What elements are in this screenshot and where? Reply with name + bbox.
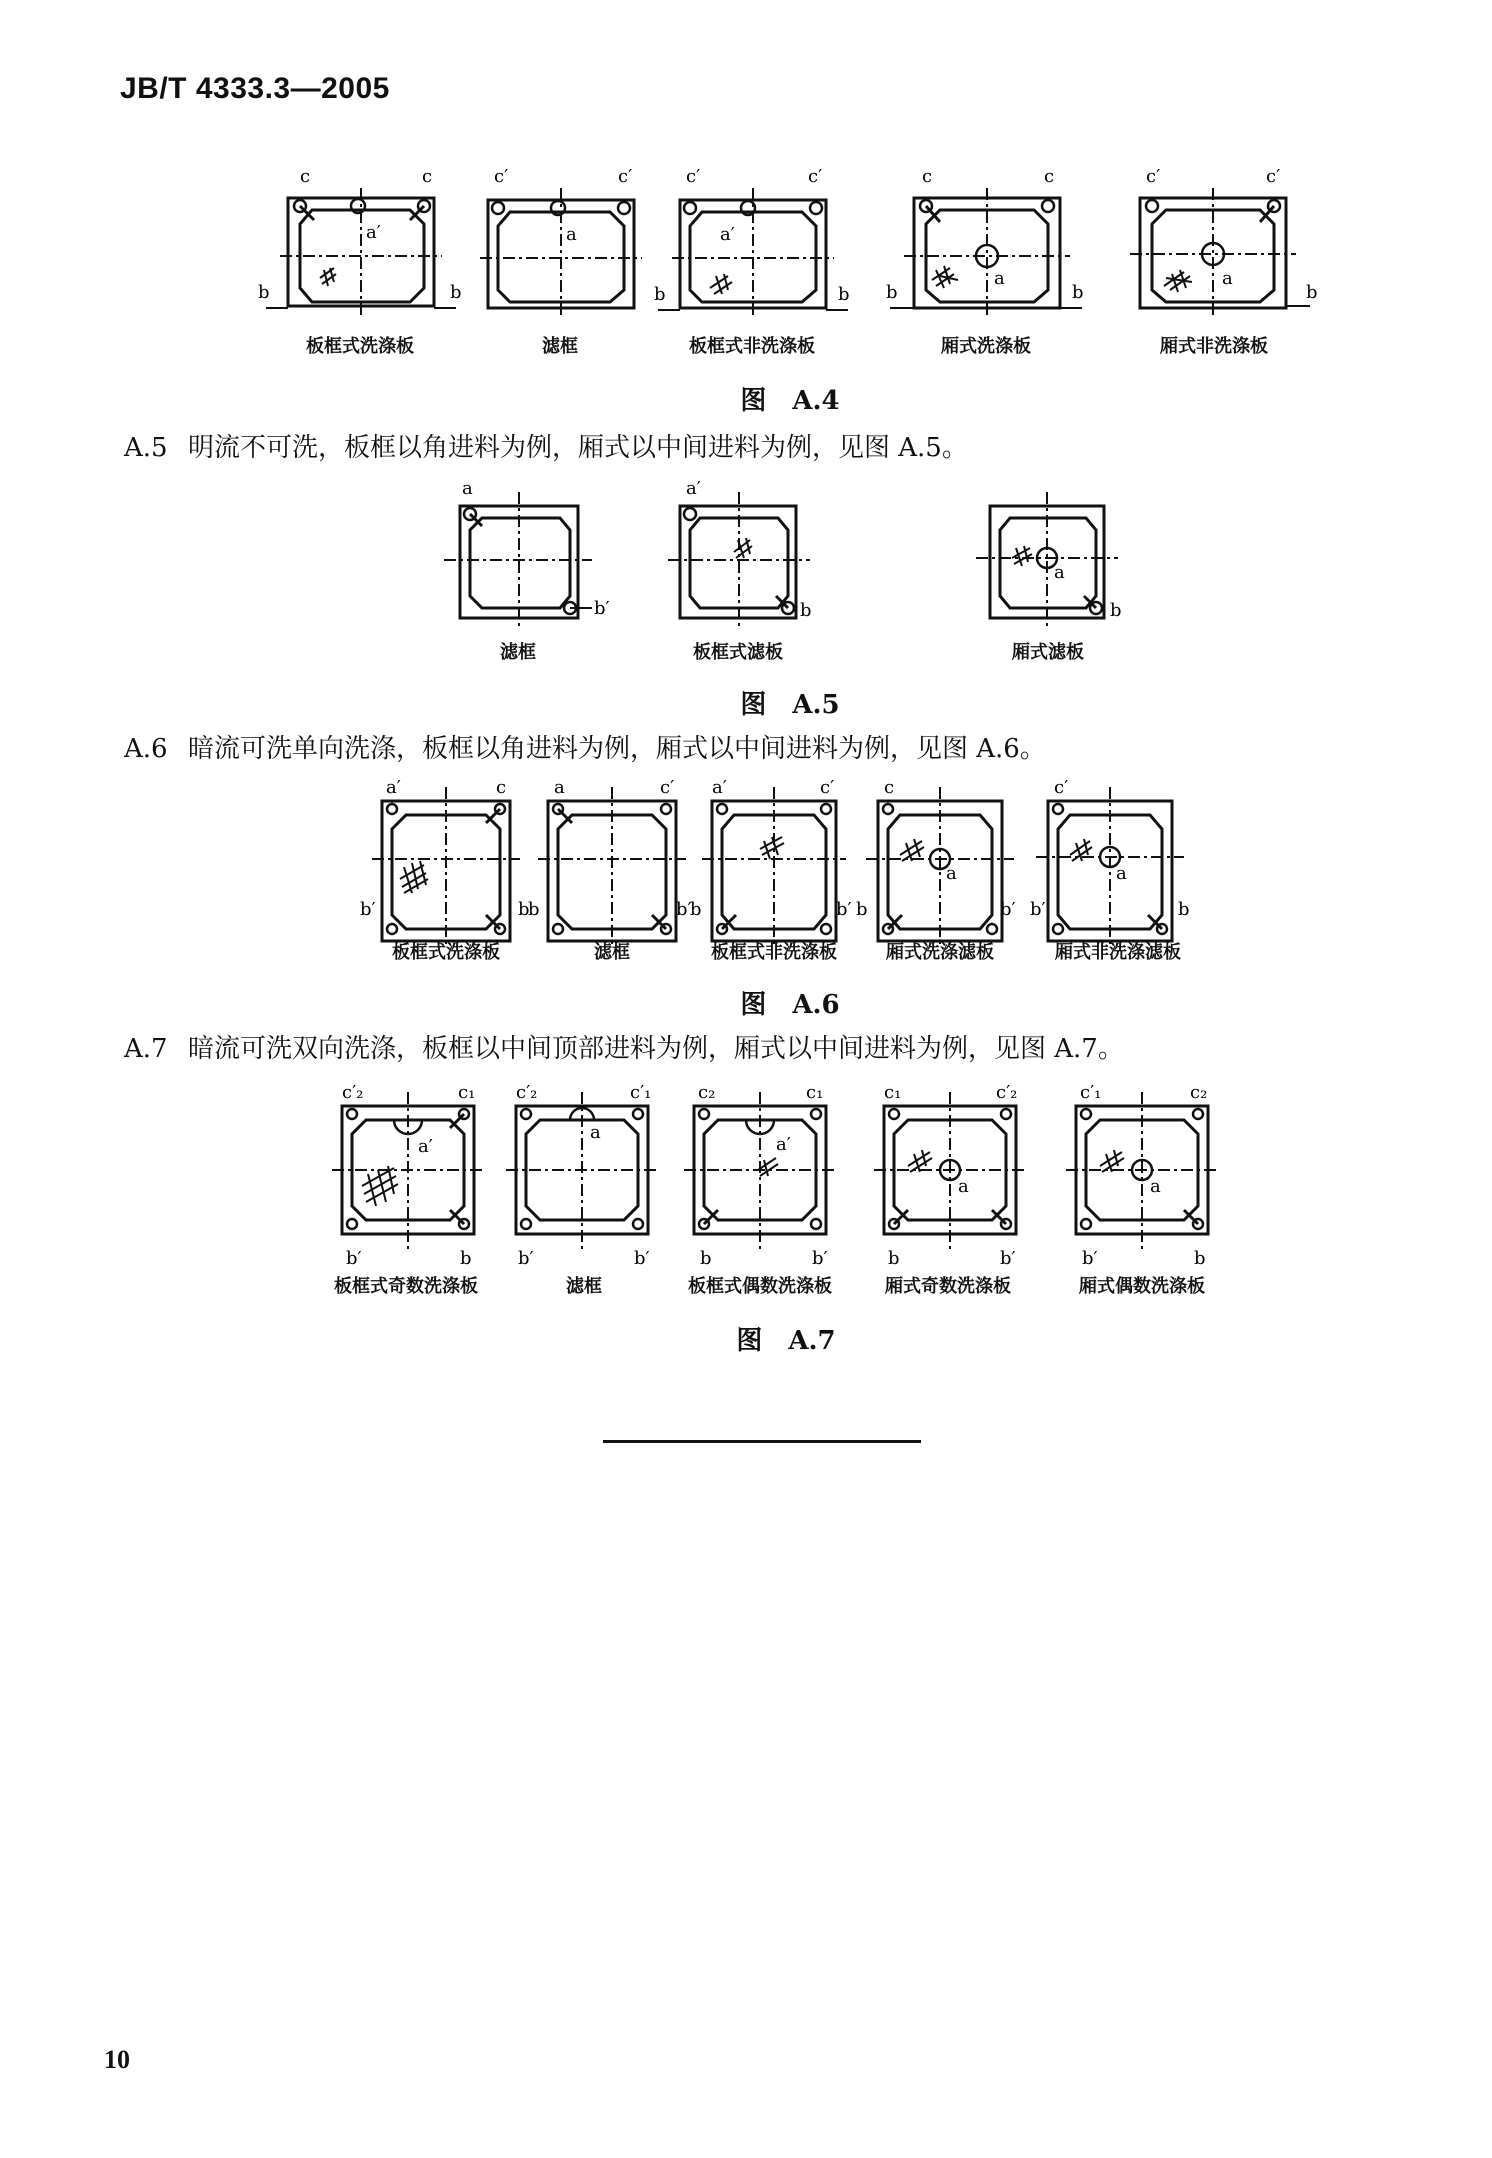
section-a7-text: 暗流可洗双向洗涤，板框以中间顶部进料为例，厢式以中间进料为例，见图 A.7。 bbox=[188, 1034, 1124, 1064]
a6-p4-label-tl: c bbox=[884, 777, 895, 798]
a7-p1-label-bl: b′ bbox=[346, 1248, 362, 1269]
figure-a4-caption: 图 A.4 bbox=[740, 386, 840, 416]
section-a7 bbox=[124, 1028, 1124, 1065]
a4-p1-label-bl: b bbox=[258, 282, 270, 303]
a7-p1-label-center: a′ bbox=[418, 1136, 433, 1157]
a4-caption-2: 滤框 bbox=[542, 336, 578, 357]
a7-p3-label-bl: b bbox=[700, 1248, 712, 1269]
a4-p3-label-tr: c′ bbox=[808, 166, 823, 187]
a7-p4-label-center: a bbox=[958, 1176, 969, 1197]
a6-p2-label-bl: b bbox=[528, 899, 540, 920]
a5-p1-label-br: b′ bbox=[594, 598, 610, 619]
page-number: 10 bbox=[104, 2045, 130, 2074]
a6-p3-label-br: b′ bbox=[836, 899, 852, 920]
a4-p4-label-tr: c bbox=[1044, 166, 1055, 187]
a4-p3-label-bl: b bbox=[654, 284, 666, 305]
section-a5 bbox=[124, 427, 968, 464]
a5-caption-1: 滤框 bbox=[500, 642, 536, 663]
a7-caption-2: 滤框 bbox=[566, 1276, 602, 1297]
section-a6-number: A.6 bbox=[124, 734, 168, 764]
figure-a7 bbox=[0, 1078, 1492, 1278]
a5-panel-3 bbox=[976, 492, 1118, 630]
a5-p3-label-br: b bbox=[1110, 600, 1122, 621]
a6-p3-label-tl: a′ bbox=[712, 777, 727, 798]
a6-caption-4: 厢式洗涤滤板 bbox=[886, 942, 994, 963]
figure-a4-drawings bbox=[0, 160, 1492, 360]
a6-p2-label-tl: a bbox=[554, 777, 565, 798]
a4-p5-label-tr: c′ bbox=[1266, 166, 1281, 187]
a6-panel-3 bbox=[702, 787, 846, 947]
figure-a5-drawings bbox=[0, 478, 1492, 648]
figure-a5-caption: 图 A.5 bbox=[740, 690, 840, 720]
a7-p5-label-br: b bbox=[1194, 1248, 1206, 1269]
a4-caption-3: 板框式非洗涤板 bbox=[689, 336, 815, 357]
a6-caption-1: 板框式洗涤板 bbox=[392, 942, 500, 963]
a4-p5-label-center: a bbox=[1222, 268, 1233, 289]
a7-caption-5: 厢式偶数洗涤板 bbox=[1079, 1276, 1205, 1297]
a6-p5-label-br: b bbox=[1178, 899, 1190, 920]
a4-p5-label-tl: c′ bbox=[1146, 166, 1161, 187]
a4-p2-label-center: a bbox=[566, 224, 577, 245]
a4-panel-5 bbox=[1130, 188, 1310, 316]
a7-panel-5 bbox=[1066, 1092, 1220, 1250]
a7-p2-label-center: a bbox=[590, 1122, 601, 1143]
a7-panel-2 bbox=[506, 1092, 660, 1250]
a7-p2-label-bl: b′ bbox=[518, 1248, 534, 1269]
a7-p3-label-tr: c₁ bbox=[806, 1082, 824, 1103]
a5-p3-label-center: a bbox=[1054, 562, 1065, 583]
a5-p2-label-tl: a′ bbox=[686, 478, 701, 499]
figure-a7-drawings bbox=[0, 1078, 1492, 1278]
a7-caption-1: 板框式奇数洗涤板 bbox=[334, 1276, 478, 1297]
a6-p5-label-bl: b′ bbox=[1030, 899, 1046, 920]
a7-caption-4: 厢式奇数洗涤板 bbox=[885, 1276, 1011, 1297]
a6-panel-4 bbox=[866, 787, 1014, 947]
a4-p2-label-tl: c′ bbox=[494, 166, 509, 187]
a5-panel-1 bbox=[444, 492, 592, 630]
a6-p1-label-bl: b′ bbox=[360, 899, 376, 920]
a6-p4-label-bl: b bbox=[856, 899, 868, 920]
end-rule bbox=[603, 1440, 921, 1443]
a7-p3-label-tl: c₂ bbox=[698, 1082, 716, 1103]
a4-p2-label-tr: c′ bbox=[618, 166, 633, 187]
section-a5-number: A.5 bbox=[124, 433, 168, 463]
a6-p5-label-center: a bbox=[1116, 863, 1127, 884]
a7-p1-label-tr: c₁ bbox=[458, 1082, 476, 1103]
a4-p1-label-center: a′ bbox=[366, 222, 381, 243]
a6-p1-label-tr: c bbox=[496, 777, 507, 798]
a4-caption-5: 厢式非洗涤板 bbox=[1160, 336, 1268, 357]
a7-p4-label-bl: b bbox=[888, 1248, 900, 1269]
a6-panel-5 bbox=[1036, 787, 1184, 947]
a4-caption-4: 厢式洗涤板 bbox=[941, 336, 1031, 357]
a4-caption-1: 板框式洗涤板 bbox=[306, 336, 414, 357]
a7-p3-label-br: b′ bbox=[812, 1248, 828, 1269]
a4-p4-label-br: b bbox=[1072, 282, 1084, 303]
a6-p3-label-bl: b bbox=[690, 899, 702, 920]
a7-caption-3: 板框式偶数洗涤板 bbox=[688, 1276, 832, 1297]
a4-p1-label-br: b bbox=[450, 282, 462, 303]
a4-p1-label-tl: c bbox=[300, 166, 311, 187]
a7-panel-4 bbox=[874, 1092, 1028, 1250]
a4-panel-3 bbox=[658, 188, 848, 316]
a7-p3-label-center: a′ bbox=[776, 1134, 791, 1155]
section-a7-number: A.7 bbox=[124, 1034, 168, 1064]
a6-p3-label-tr: c′ bbox=[820, 777, 835, 798]
a7-p2-label-br: b′ bbox=[634, 1248, 650, 1269]
a7-panel-3 bbox=[684, 1092, 838, 1250]
section-a6 bbox=[124, 728, 1046, 765]
a4-p4-label-tl: c bbox=[922, 166, 933, 187]
section-a6-text: 暗流可洗单向洗涤，板框以角进料为例，厢式以中间进料为例，见图 A.6。 bbox=[188, 734, 1046, 764]
a7-p5-label-bl: b′ bbox=[1082, 1248, 1098, 1269]
a7-p1-label-br: b bbox=[460, 1248, 472, 1269]
a7-p1-label-tl: c′₂ bbox=[342, 1082, 364, 1103]
a5-panel-2 bbox=[668, 492, 810, 630]
a6-p1-label-tl: a′ bbox=[386, 777, 401, 798]
a4-p4-label-center: a bbox=[994, 268, 1005, 289]
a4-p5-label-br: b bbox=[1306, 282, 1318, 303]
a7-p2-label-tr: c′₁ bbox=[630, 1082, 652, 1103]
a7-panel-1 bbox=[332, 1092, 486, 1250]
a5-caption-2: 板框式滤板 bbox=[693, 642, 783, 663]
a4-panel-2 bbox=[480, 188, 642, 316]
a4-panel-4 bbox=[890, 188, 1082, 316]
a7-p4-label-tr: c′₂ bbox=[996, 1082, 1018, 1103]
a6-p2-label-br: b′ bbox=[676, 899, 692, 920]
a4-p3-label-tl: c′ bbox=[686, 166, 701, 187]
a5-p1-label-tl: a bbox=[462, 478, 473, 499]
figure-a7-caption: 图 A.7 bbox=[736, 1326, 836, 1356]
a7-p4-label-br: b′ bbox=[1000, 1248, 1016, 1269]
figure-a4 bbox=[0, 160, 1492, 360]
a4-p4-label-bl: b bbox=[886, 282, 898, 303]
a6-p1-label-br: b bbox=[518, 899, 530, 920]
a7-p5-label-tr: c₂ bbox=[1190, 1082, 1208, 1103]
a7-p5-label-tl: c′₁ bbox=[1080, 1082, 1102, 1103]
a7-p4-label-tl: c₁ bbox=[884, 1082, 902, 1103]
a4-p1-label-tr: c bbox=[422, 166, 433, 187]
a6-panel-2 bbox=[538, 787, 686, 947]
figure-a6-drawings bbox=[0, 775, 1492, 945]
a6-p2-label-tr: c′ bbox=[660, 777, 675, 798]
a6-panel-1 bbox=[372, 787, 520, 947]
a6-p4-label-center: a bbox=[946, 863, 957, 884]
a4-p3-label-br: b bbox=[838, 284, 850, 305]
a6-caption-3: 板框式非洗涤板 bbox=[711, 942, 837, 963]
a6-p5-label-tl: c′ bbox=[1054, 777, 1069, 798]
figure-a6-caption: 图 A.6 bbox=[740, 990, 840, 1020]
a6-caption-2: 滤框 bbox=[594, 942, 630, 963]
a4-p3-label-center: a′ bbox=[720, 224, 735, 245]
a4-panel-1 bbox=[266, 188, 456, 316]
section-a5-text: 明流不可洗，板框以角进料为例，厢式以中间进料为例，见图 A.5。 bbox=[188, 433, 968, 463]
a5-p2-label-br: b bbox=[800, 600, 812, 621]
a5-caption-3: 厢式滤板 bbox=[1012, 642, 1084, 663]
a7-p5-label-center: a bbox=[1150, 1176, 1161, 1197]
a6-p4-label-br: b′ bbox=[1000, 899, 1016, 920]
document-code-header: JB/T 4333.3—2005 bbox=[120, 72, 390, 105]
a7-p2-label-tl: c′₂ bbox=[516, 1082, 538, 1103]
a6-caption-5: 厢式非洗涤滤板 bbox=[1055, 942, 1181, 963]
